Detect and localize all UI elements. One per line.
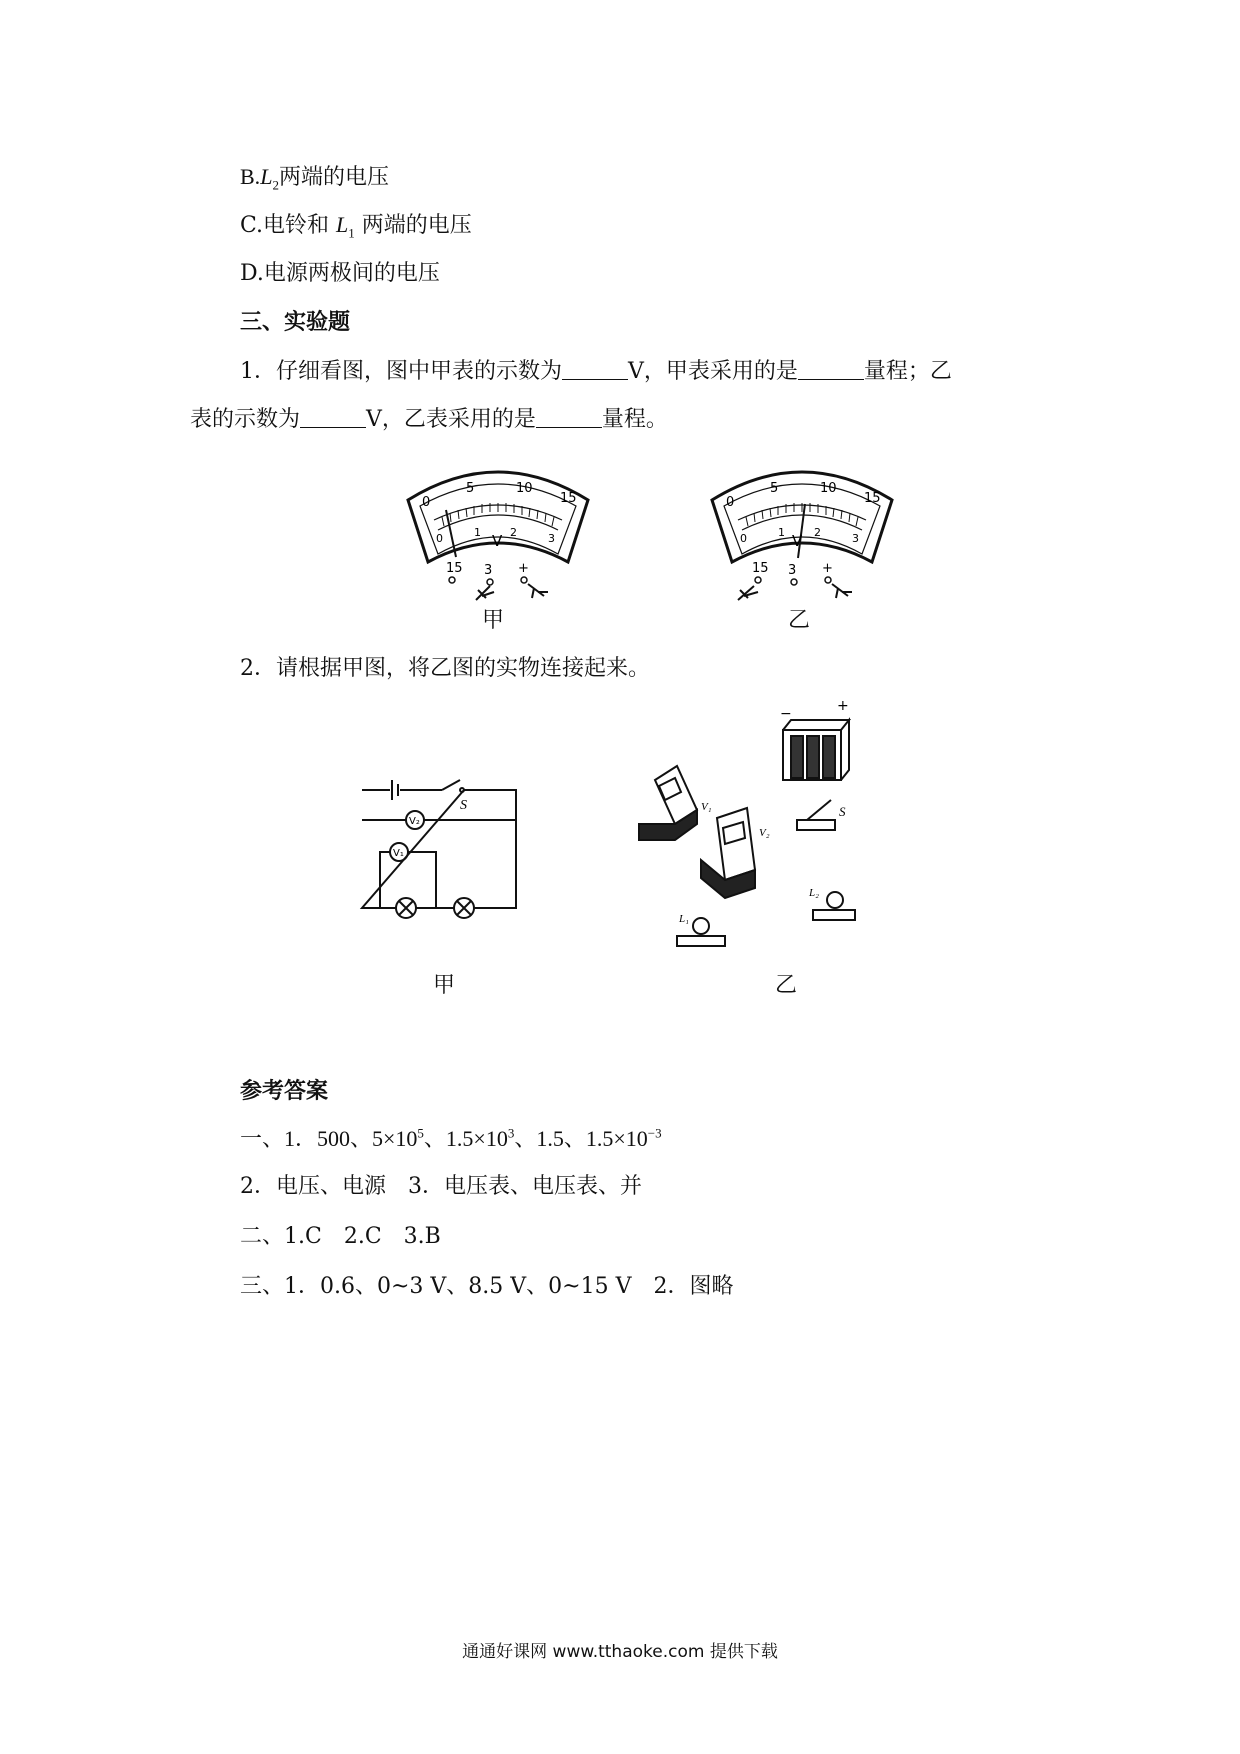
scale-bottom-label: 1 [474,526,481,539]
scale-bottom-label: 0 [436,532,443,545]
answer-line-2: 2．电压、电源 3．电压表、电压表、并 [240,1174,642,1199]
switch-label: S [460,798,467,813]
battery-plus-sign: + [837,698,849,714]
switch-s-label: S [839,804,846,819]
l2-label: L₂ [809,887,819,899]
terminal-label: + [518,561,529,576]
answer-line-3: 二、1.C 2.C 3.B [240,1224,441,1249]
v1-label: V₁ [701,801,712,813]
scale-top-label: 10 [516,481,533,496]
scale-bottom-label: 2 [814,526,821,539]
l1-label: L₁ [679,913,689,925]
scale-top-label: 0 [422,495,431,510]
physical-objects-figure [635,700,945,970]
scale-bottom-label: 1 [778,526,785,539]
voltmeter-jia-figure [398,462,598,612]
circuit-diagram [360,770,520,920]
page-footer: 通通好课网 www.tthaoke.com 提供下载 [462,1642,778,1662]
scale-top-label: 5 [466,481,475,496]
battery-minus-sign: − [780,706,792,722]
circuit-caption: 甲 [433,973,456,998]
meter-yi-caption: 乙 [788,608,811,633]
answer-blank [536,405,602,428]
option-d: D.电源两极间的电压 [240,261,440,286]
voltmeter-yi-figure [702,462,902,612]
terminal-label: 15 [446,561,463,576]
unit-label: V [792,532,803,550]
section-heading: 三、实验题 [240,309,351,335]
scale-bottom-label: 3 [852,532,859,545]
voltmeter-1-symbol: V₁ [393,848,404,859]
answer-line-4: 三、1．0.6、0~3 V、8.5 V、0~15 V 2．图略 [240,1274,734,1299]
question-2: 2．请根据甲图，将乙图的实物连接起来。 [240,656,650,681]
answer-blank [562,357,628,380]
meter-jia-caption: 甲 [482,608,505,633]
scale-top-label: 15 [864,491,881,506]
terminal-label: 3 [484,563,493,578]
voltmeter-2-symbol: V₂ [409,816,420,827]
terminal-label: 3 [788,563,797,578]
scale-bottom-label: 0 [740,532,747,545]
scale-top-label: 15 [560,491,577,506]
question-1-line-1: 1．仔细看图，图中甲表的示数为 V，甲表采用的是 量程；乙 [240,359,952,384]
scale-bottom-label: 2 [510,526,517,539]
option-b: $B.L_2$两端的电压 [240,164,389,193]
scale-bottom-label: 3 [548,532,555,545]
option-c: C.电铃和 $L_1$ 两端的电压 [240,212,472,241]
v2-label: V₂ [759,827,770,839]
scale-top-label: 5 [770,481,779,496]
unit-label: V [492,532,503,550]
scale-top-label: 0 [726,495,735,510]
answers-heading: 参考答案 [240,1078,329,1104]
answer-blank [798,357,864,380]
scale-top-label: 10 [820,481,837,496]
objects-caption: 乙 [775,973,798,998]
answer-blank [300,405,366,428]
terminal-label: + [822,561,833,576]
terminal-label: 15 [752,561,769,576]
question-1-line-2: 表的示数为 V，乙表采用的是 量程。 [190,407,668,432]
answer-line-1: 一、1．500、$5\times 10^5$、$1.5\times 10^3$、1.5、$1.5\times 10^{-3}$ [240,1125,662,1151]
